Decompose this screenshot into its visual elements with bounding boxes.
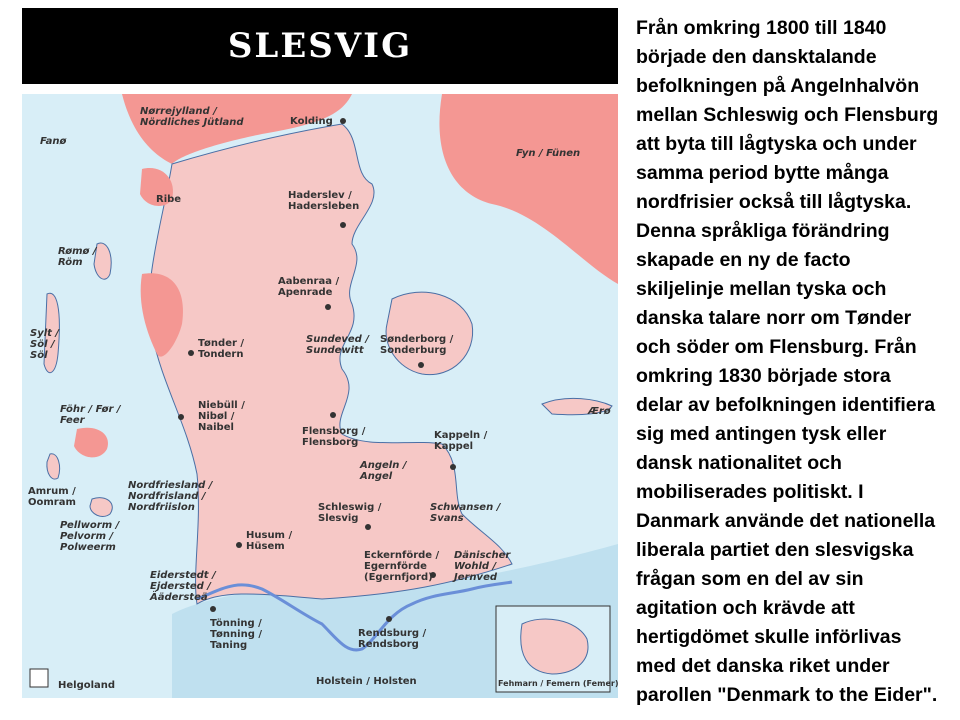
haderslev-dot	[340, 222, 346, 228]
label-nordfriesland: Nordfriesland / Nordfrisland / Nordfriislon	[128, 480, 213, 513]
label-sundeved: Sundeved / Sundewitt	[306, 334, 369, 356]
label-fano: Fanø	[40, 136, 67, 147]
kolding-dot	[340, 118, 346, 124]
pellworm-island	[90, 498, 112, 517]
slide-title-bar	[22, 8, 618, 84]
label-schwansen: Schwansen / Svans	[430, 502, 501, 524]
label-kappeln: Kappeln / Kappel	[434, 430, 488, 452]
niebull-dot	[178, 414, 184, 420]
label-angeln: Angeln / Angel	[360, 460, 407, 482]
label-amrum: Amrum / Oomram	[28, 486, 76, 508]
label-tonning: Tönning / Tønning / Taning	[210, 618, 262, 651]
tonning-dot	[210, 606, 216, 612]
schleswig-map	[22, 94, 618, 698]
label-husum: Husum / Hüsem	[246, 530, 293, 552]
label-schleswig: Schleswig / Slesvig	[318, 502, 382, 524]
label-eckernforde: Eckernförde / Egernförde (Egernfjord)	[364, 550, 440, 583]
label-helgoland: Helgoland	[58, 680, 116, 691]
label-fohr: Föhr / Før / Feer	[60, 404, 121, 426]
tonder-dot	[188, 350, 194, 356]
label-sylt: Sylt / Söl / Söl	[30, 328, 60, 361]
label-eiderstedt: Eiderstedt / Ejdersted / Äädersteä	[150, 570, 216, 603]
rendsburg-dot	[386, 616, 392, 622]
fohr-island	[74, 428, 108, 458]
label-ribe: Ribe	[156, 194, 182, 205]
label-dwohld: Dänischer Wohld / Jernved	[454, 550, 511, 583]
slide-title: SLESVIG	[227, 26, 413, 66]
sonderborg-dot	[418, 362, 424, 368]
label-romo: Rømø / Röm	[58, 246, 97, 268]
label-fyn: Fyn / Fünen	[516, 148, 581, 159]
label-norrejylland: Nørrejylland / Nördliches Jütland	[140, 106, 244, 128]
slide-body-text: Från omkring 1800 till 1840 började den dansktalande befolkningen på Angelnhalvön mellan Schleswig och Flensburg att byta till lågtyska och under samma period bytte många nordfrisier också till lågtyska. Denna språkliga förändring skapade en ny de facto skiljelinje mellan tyska och danska talare norr om Tønder och söder om Flensburg. Från omkring 1830 började stora delar av befolkningen identifiera sig med antingen tysk eller dansk nationalitet och mobiliserades politiskt. I Danmark använde det nationella liberala partiet den slesvigska frågan som en del av sin agitation och krävde att hertigdömet skulle införlivas med det danska riket under parollen "Denmark to the Eider".	[636, 17, 939, 706]
label-holstein: Holstein / Holsten	[316, 676, 417, 687]
label-haderslev: Haderslev / Hadersleben	[288, 190, 360, 212]
label-pellworm: Pellworm / Pelvorm / Polweerm	[60, 520, 120, 553]
husum-dot	[236, 542, 242, 548]
amrum-island	[47, 454, 60, 479]
label-tonder: Tønder / Tondern	[198, 338, 245, 360]
map-graphic	[22, 94, 618, 698]
label-kolding: Kolding	[290, 116, 333, 127]
label-aero: Ærø	[588, 406, 611, 417]
schleswig-dot	[365, 524, 371, 530]
aabenraa-dot	[325, 304, 331, 310]
fyn-region	[439, 94, 618, 284]
label-aabenraa: Aabenraa / Apenrade	[278, 276, 340, 298]
flensburg-dot	[330, 412, 336, 418]
label-fehmarn: Fehmarn / Femern (Femer)	[498, 679, 618, 688]
label-flensburg: Flensborg / Flensborg	[302, 426, 366, 448]
kappeln-dot	[450, 464, 456, 470]
label-sonderborg: Sønderborg / Sonderburg	[380, 334, 454, 356]
helgoland-box	[30, 669, 48, 687]
label-niebull: Niebüll / Nibøl / Naibel	[198, 400, 245, 433]
label-rendsburg: Rendsburg / Rendsborg	[358, 628, 427, 650]
